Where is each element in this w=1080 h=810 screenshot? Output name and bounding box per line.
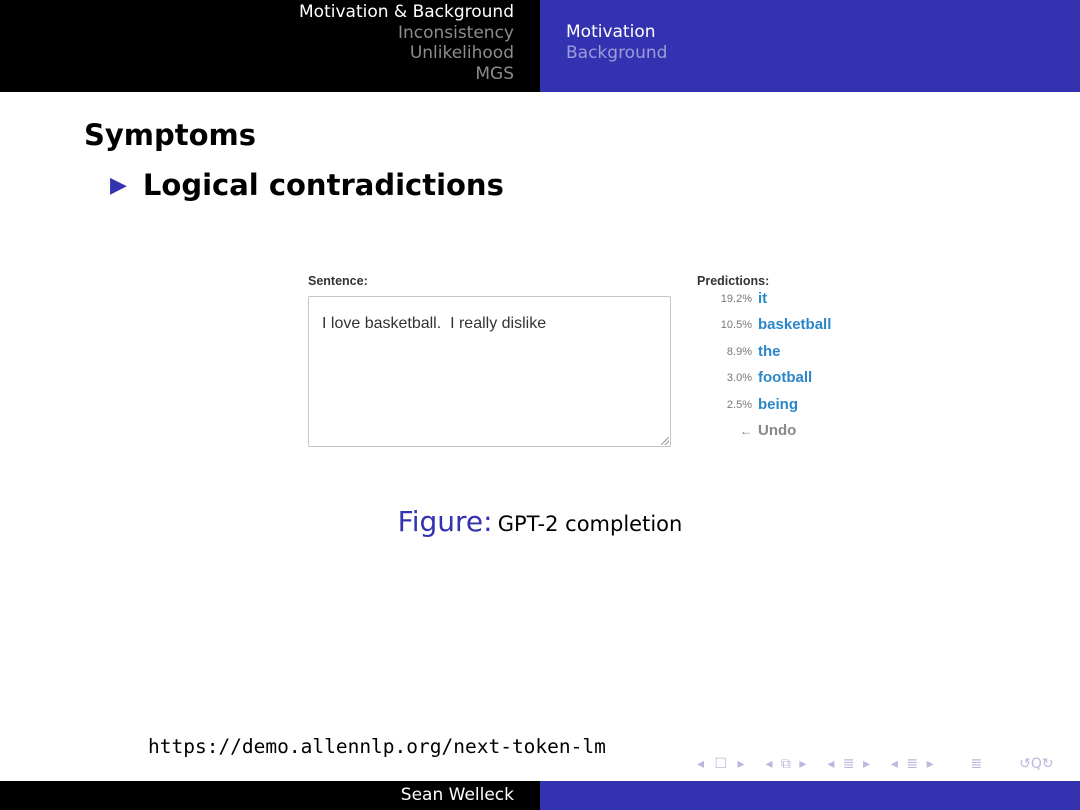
undo-arrow-icon: ←: [740, 423, 752, 438]
sentence-label: Sentence:: [308, 274, 368, 288]
prediction-token[interactable]: football: [758, 369, 813, 387]
beamer-navigation-bar: [697, 756, 1054, 776]
caption-text: GPT-2 completion: [497, 512, 683, 536]
author-name: Sean Welleck: [400, 785, 514, 805]
nav-left-arrow-icon[interactable]: ◂: [827, 756, 835, 772]
prediction-token[interactable]: it: [758, 290, 768, 307]
prediction-item[interactable]: [700, 316, 850, 342]
prediction-item[interactable]: [700, 396, 850, 422]
prediction-probability: 3.0%: [726, 372, 752, 385]
predictions-label: Predictions:: [697, 274, 770, 288]
search-icon[interactable]: ↺Q↻: [1019, 756, 1054, 772]
prediction-token[interactable]: basketball: [758, 316, 832, 334]
nav-subsection-background[interactable]: Background: [566, 42, 668, 63]
section-nav: [299, 2, 514, 84]
section-icon[interactable]: ≣: [842, 756, 855, 772]
nav-section-inconsistency[interactable]: Inconsistency: [397, 22, 514, 43]
section-icon[interactable]: ≣: [906, 756, 919, 772]
nav-left-arrow-icon[interactable]: ◂: [765, 756, 773, 772]
resize-handle-icon[interactable]: [661, 437, 669, 445]
undo-button[interactable]: [700, 422, 850, 448]
demo-url: https://demo.allennlp.org/next-token-lm: [148, 735, 606, 758]
footer-author-panel: [0, 781, 540, 810]
footer-right-panel: [540, 781, 1080, 810]
prediction-probability: 2.5%: [726, 398, 752, 411]
predictions-list: [700, 290, 850, 448]
undo-label[interactable]: Undo: [758, 421, 797, 439]
bullet-text: Logical contradictions: [142, 168, 504, 202]
frame-icon[interactable]: ☐: [714, 756, 728, 772]
figure-caption: [0, 505, 1080, 538]
nav-left-arrow-icon[interactable]: ◂: [697, 756, 705, 772]
prediction-token[interactable]: the: [758, 342, 781, 360]
nav-right-arrow-icon[interactable]: ▸: [737, 756, 745, 772]
nav-subsection-motivation[interactable]: Motivation: [566, 22, 656, 42]
prediction-probability: 10.5%: [720, 319, 752, 332]
sentence-text: I love basketball. I really dislike: [322, 315, 547, 332]
demo-figure: [300, 268, 840, 458]
nav-section-unlikelihood[interactable]: Unlikelihood: [409, 43, 514, 63]
nav-right-arrow-icon[interactable]: ▸: [799, 756, 807, 772]
frame-title: Symptoms: [84, 118, 257, 152]
subsection-icon[interactable]: ⧉: [780, 756, 791, 772]
prediction-probability: 19.2%: [720, 293, 752, 305]
nav-right-arrow-icon[interactable]: ▸: [862, 756, 871, 772]
prediction-token[interactable]: being: [758, 395, 798, 413]
nav-left-arrow-icon[interactable]: ◂: [890, 756, 898, 772]
bullet-item: [110, 168, 504, 202]
caption-prefix: Figure:: [397, 505, 493, 538]
bullet-triangle-icon: ▶: [110, 173, 127, 198]
prediction-item[interactable]: [700, 369, 850, 395]
sentence-input[interactable]: [308, 296, 671, 447]
nav-section-mgs[interactable]: MGS: [475, 63, 514, 84]
align-icon[interactable]: ≣: [970, 756, 983, 772]
header-sections-panel: [0, 0, 540, 92]
nav-right-arrow-icon[interactable]: ▸: [926, 756, 934, 772]
prediction-item[interactable]: [700, 343, 850, 369]
nav-section-motivation-background[interactable]: Motivation & Background: [299, 2, 514, 22]
subsection-nav: [566, 22, 667, 63]
prediction-item[interactable]: [700, 290, 850, 316]
prediction-probability: 8.9%: [726, 345, 752, 358]
header-subsections-panel: [540, 0, 1080, 92]
